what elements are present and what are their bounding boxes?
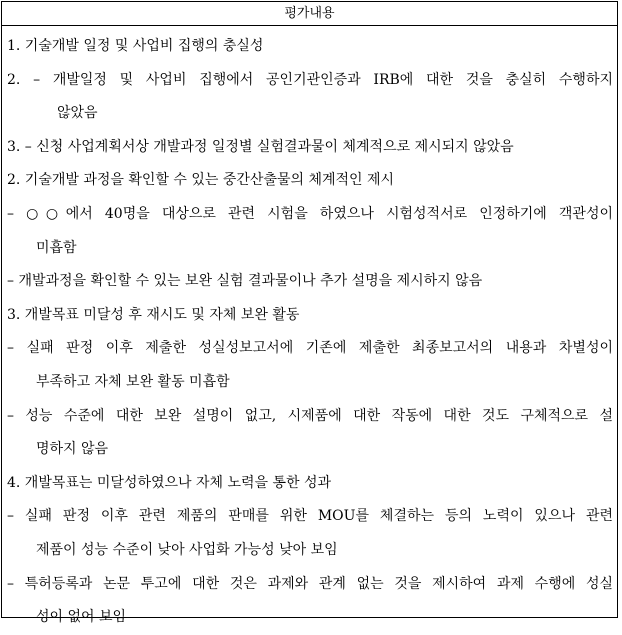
text-line: 4. 개발목표는 미달성하였으나 자체 노력을 통한 성과 — [7, 474, 332, 491]
evaluation-table — [1, 1, 618, 626]
header-title: 평가내용 — [284, 6, 335, 21]
text-line: 성이 없어 보임 — [36, 609, 127, 626]
text-line: 3. – 신청 사업계획서상 개발과정 일정별 실험결과물이 체계적으로 제시되지 않았음 — [7, 138, 514, 155]
table-body — [2, 26, 617, 635]
text-line: – 실패 판정 이후 제출한 성실성보고서에 기존에 제출한 최종보고서의 내용과 차별성이 — [7, 340, 613, 357]
text-line: 부족하고 자체 보완 활동 미흡함 — [36, 373, 230, 390]
text-line: 3. 개발목표 미달성 후 재시도 및 자체 보완 활동 — [7, 306, 300, 323]
table-header — [2, 2, 617, 26]
text-line: – 성능 수준에 대한 보완 설명이 없고, 시제품에 대한 작동에 대한 것도 구체적으로 설 — [7, 407, 613, 424]
text-line: – 개발과정을 확인할 수 있는 보완 실험 결과물이나 추가 설명을 제시하지 않음 — [7, 273, 483, 290]
text-line: – ○○에서 40명을 대상으로 관련 시험을 하였으나 시험성적서로 인정하기에 객관성이 — [7, 205, 613, 222]
text-line: 않았음 — [57, 105, 98, 122]
text-line: – 특허등록과 논문 투고에 대한 것은 과제와 관계 없는 것을 제시하여 과제 수행에 성실 — [7, 575, 613, 592]
text-line: 2. – 개발일정 및 사업비 집행에서 공인기관인증과 IRB에 대한 것을 충실히 수행하지 — [7, 71, 613, 88]
text-line: – 실패 판정 이후 관련 제품의 판매를 위한 MOU를 체결하는 등의 노력이 있으나 관련 — [7, 508, 613, 525]
text-line: 2. 기술개발 과정을 확인할 수 있는 중간산출물의 체계적인 제시 — [7, 172, 395, 189]
text-line: 미흡함 — [36, 239, 77, 256]
text-line: 1. 기술개발 일정 및 사업비 집행의 충실성 — [7, 38, 264, 54]
text-line: 제품이 성능 수준이 낮아 사업화 가능성 낮아 보임 — [36, 541, 338, 558]
text-line: 명하지 않음 — [36, 441, 109, 458]
